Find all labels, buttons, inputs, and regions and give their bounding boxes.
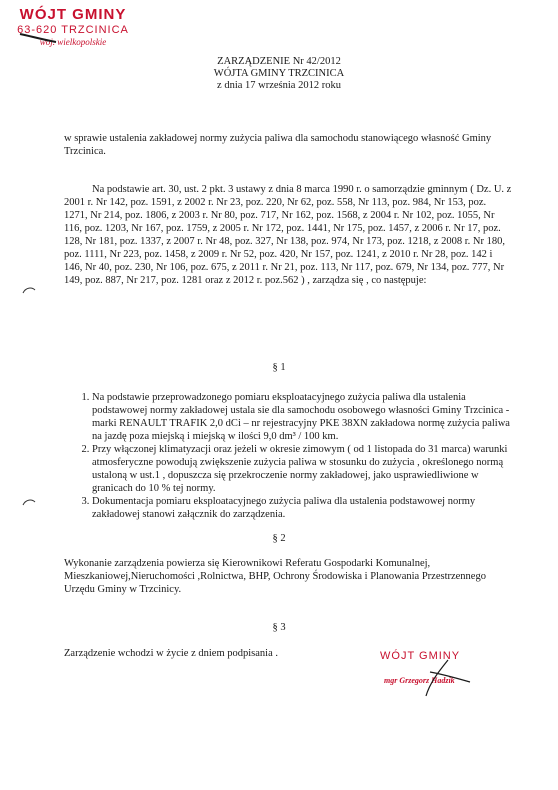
section-1-title: § 1 (272, 362, 286, 373)
stamp-pen-stroke (18, 30, 58, 44)
document-number: ZARZĄDZENIE Nr 42/2012 (217, 56, 341, 67)
section-2-title: § 2 (272, 533, 286, 544)
stamp-line-2: 63-620 TRZCINICA (17, 24, 129, 36)
document-date: z dnia 17 września 2012 roku (217, 80, 341, 91)
binder-hole-mark (22, 498, 36, 506)
handwritten-signature (400, 652, 480, 702)
signature-name: mgr Grzegorz Hadzik (384, 676, 455, 685)
subject-paragraph: w sprawie ustalenia zakładowej normy zużycia paliwa dla samochodu stanowiącego własność Gminy Trzcinica. (64, 133, 492, 157)
list-item: 3. Dokumentacja pomiaru eksploatacyjnego zużycia paliwa dla ustalenia podstawowej normy zakładowej stanowi załącznik do zarządzenia. (92, 495, 522, 521)
stamp-line-1: WÓJT GMINY (19, 6, 127, 23)
issuer: WÓJTA GMINY TRZCINICA (213, 68, 345, 79)
office-stamp (8, 6, 138, 48)
signature-title: WÓJT GMINY (380, 650, 461, 662)
list-item: 1. Na podstawie przeprowadzonego pomiaru eksploatacyjnego zużycia paliwa dla ustalenia podstawowej normy zakładowej ustala sie dla samochodu osobowego własności Gminy Trzcinica - marki RENAULT TRAFIK 2,0 dCi – nr rejestracyjny PKE 38XN zakładowa normę zużycia paliwa na jazdę poza miejską i miejską w ilości 9,0 dm³ / 100 km. (92, 391, 522, 443)
stamp-line-3: woj. wielkopolskie (39, 37, 107, 47)
binder-hole-mark (22, 286, 36, 294)
list-item: 2. Przy włączonej klimatyzacji oraz jeżeli w okresie zimowym ( od 1 listopada do 31 marca) warunki atmosferyczne powodują zwiększenie zużycia paliwa w stosunku do zużycia , określonego normą ustaloną w ust.1 , dopuszcza się przekroczenie normy zakładowej, jako usprawiedliwione w granicach do 10 % tej normy. (92, 443, 522, 495)
document-header (0, 56, 558, 92)
section-1-list (60, 391, 522, 521)
section-3-text: Zarządzenie wchodzi w życie z dniem podpisania . (64, 648, 278, 659)
section-3-title: § 3 (272, 622, 286, 633)
legal-basis-paragraph: Na podstawie art. 30, ust. 2 pkt. 3 ustawy z dnia 8 marca 1990 r. o samorządzie gminnym ( Dz. U. z 2001 r. Nr 142, poz. 1591, z 2002 r. Nr 23, poz. 220, Nr 62, poz. 558, Nr 113, poz. 984, Nr 153, poz. 1271, Nr 214, poz. 1806, z 2003 r. Nr 80, poz. 717, Nr 162, poz. 1568, z 2004 r. Nr 102, poz. 1055, Nr 116, poz. 1203, Nr 167, poz. 1759, z 2005 r. Nr 172, poz. 1441, Nr 175, poz. 1457, z 2006 r. Nr 17, poz. 128, Nr 181, poz. 1337, z 2007 r. Nr 48, poz. 327, Nr 138, poz. 974, Nr 173, poz. 1218, z 2008 r. Nr 180, poz. 1111, Nr 223, poz. 1458, z 2009 r. Nr 52, poz. 420, Nr 157, poz. 1241, z 2010 r. Nr 28, poz. 142 i 146, Nr 40, poz. 230, Nr 106, poz. 675, z 2011 r. Nr 21, poz. 113, Nr 117, poz. 679, Nr 134, poz. 777, Nr 149, poz. 887, Nr 217, poz. 1281 oraz z 2012 r. poz.562 ) , zarządza się , co następuje: (64, 184, 512, 286)
section-2-text: Wykonanie zarządzenia powierza się Kierownikowi Referatu Gospodarki Komunalnej, Mieszkaniowej,Nieruchomości ,Rolnictwa, BHP, Ochrony Środowiska i Planowania Przestrzennego Urzędu Gminy w Trzcinicy. (64, 558, 486, 595)
signature-stamp (380, 650, 500, 685)
